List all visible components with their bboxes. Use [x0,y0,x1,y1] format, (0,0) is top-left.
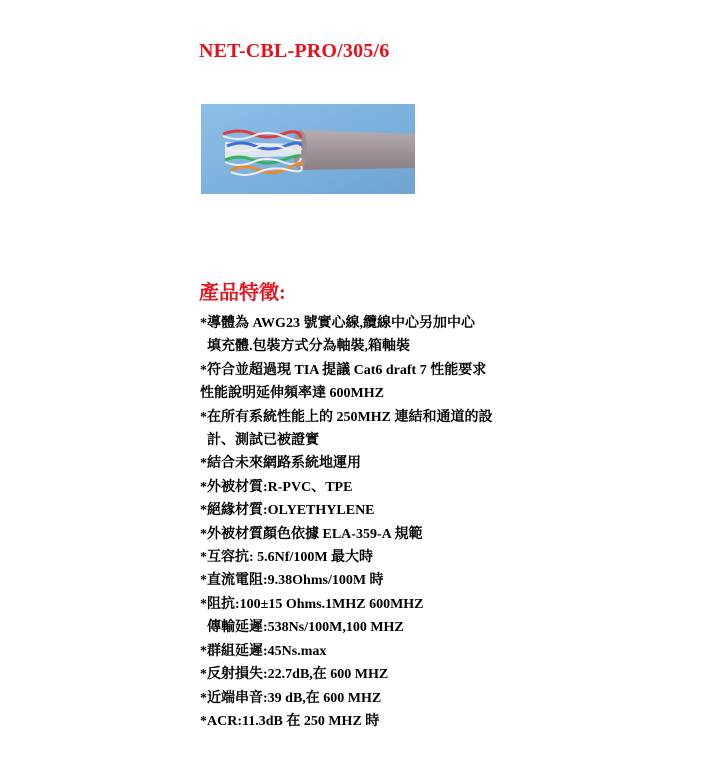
feature-item: 性能說明延伸頻率達 600MHZ [200,386,384,402]
cable-photo-icon [201,104,415,194]
feature-item: *互容抗: 5.6Nf/100M 最大時 [200,550,374,566]
feature-item: *結合未來網路系統地運用 [200,456,361,472]
feature-item: 計、測試已被證實 [207,433,319,449]
feature-item: *直流電阻:9.38Ohms/100M 時 [200,573,384,589]
feature-item: 傳輸延遲:538Ns/100M,100 MHZ [207,620,404,636]
feature-item: *外被材質顏色依據 ELA-359-A 規範 [200,526,423,542]
feature-item: *導體為 AWG23 號實心線,纜線中心另加中心 [200,316,475,331]
feature-item: *近端串音:39 dB,在 600 MHZ [200,690,382,706]
feature-item: *阻抗:100±15 Ohms.1MHZ 600MHZ [200,596,424,612]
feature-item: *反射損失:22.7dB,在 600 MHZ [200,667,389,683]
features-heading: 產品特徵: [199,282,286,304]
feature-item: *外被材質:R-PVC、TPE [200,479,353,495]
feature-item: *ACR:11.3dB 在 250 MHZ 時 [200,713,380,729]
feature-item: *在所有系統性能上的 250MHZ 連結和通道的設 [200,409,493,425]
features-list [200,312,620,733]
feature-item: *群組延遲:45Ns.max [200,643,327,659]
feature-item: *絕緣材質:OLYETHYLENE [200,503,375,519]
feature-item: *符合並超過現 TIA 提議 Cat6 draft 7 性能要求 [200,362,487,378]
feature-item: 填充體.包裝方式分為軸裝,箱軸裝 [207,339,410,355]
product-title: NET-CBL-PRO/305/6 [199,40,390,62]
